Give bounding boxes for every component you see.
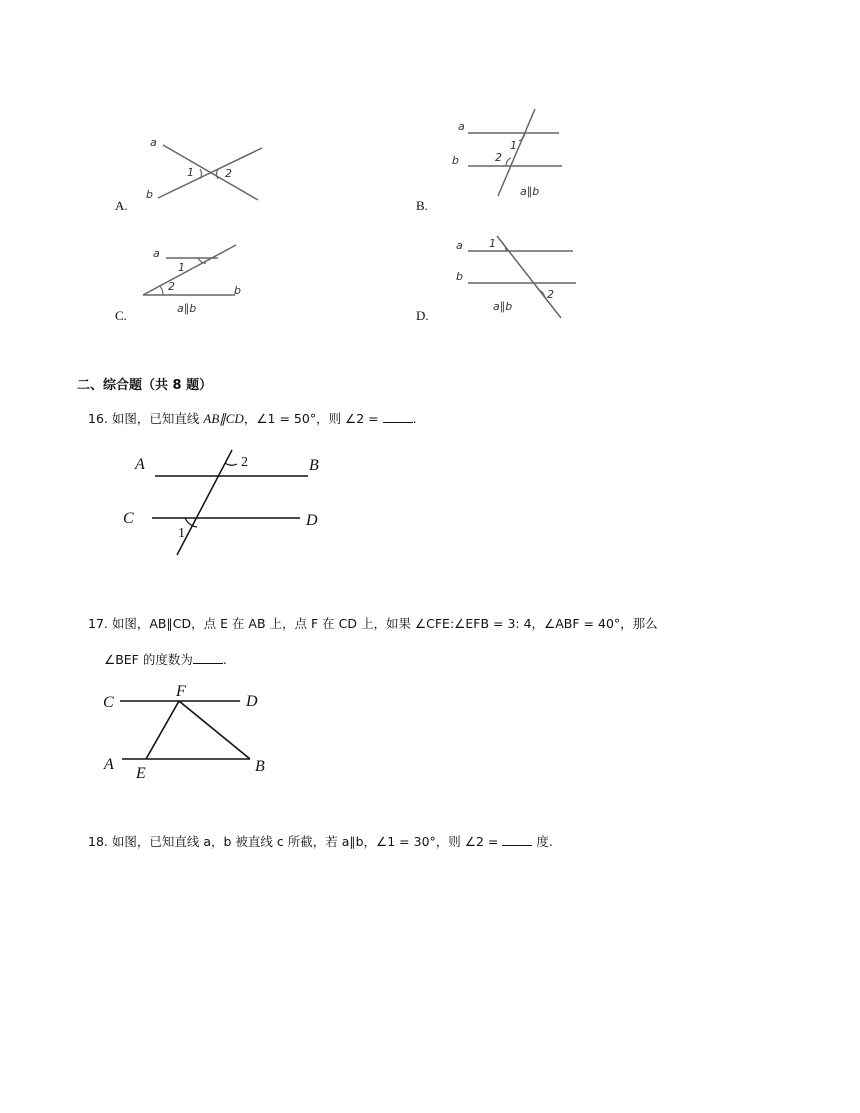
q18-text-end: 度. [536,834,553,849]
option-b-caption: a∥b [520,185,540,198]
q17-point-b: B [255,758,265,775]
q18-text-pre: 如图，已知直线 a，b 被直线 c 所截，若 a∥b，∠1 = 30°，则 ∠2 = [111,834,499,849]
option-c-caption: a∥b [177,302,197,315]
q17-number: 17. [88,616,108,631]
option-b-angle1: 1 [510,139,517,152]
option-d-caption: a∥b [493,300,513,313]
q16-text-mid: ，∠1 = 50°，则 ∠2 = [243,411,379,426]
q16-point-d: D [306,512,318,529]
question-17 [88,614,658,632]
option-d-angle1: 1 [489,237,496,250]
q17-point-c: C [103,694,114,711]
q17-line2-pre: ∠BEF 的度数为 [104,652,193,667]
q16-point-b: B [309,457,319,474]
option-b-label-a: a [458,120,465,133]
q17-point-a: A [104,756,114,773]
option-a-angle2: 2 [225,167,232,180]
q16-figure [115,445,335,563]
q18-answer-blank[interactable] [502,835,532,846]
question-17-line2 [104,650,227,668]
question-16 [88,409,417,427]
option-b-label: B. [416,198,428,213]
option-a-label-a: a [150,136,157,149]
question-18 [88,832,553,850]
q18-number: 18. [88,834,108,849]
option-d-label: D. [416,308,429,323]
q16-number: 16. [88,411,108,426]
q16-answer-blank[interactable] [383,412,413,423]
q17-point-e: E [136,765,146,782]
q16-rel: AB∥CD [203,411,244,426]
q16-angle1: 1 [178,526,185,541]
option-a-figure [140,128,270,208]
option-d-figure [448,230,578,322]
q17-point-d: D [246,693,258,710]
option-a-label-b: b [146,188,153,201]
option-c-angle2: 2 [168,280,175,293]
section-title: 二、综合题（共 8 题） [77,378,213,393]
q17-line1: 如图，AB∥CD，点 E 在 AB 上，点 F 在 CD 上，如果 ∠CFE:∠EFB = 3: 4，∠ABF = 40°，那么 [111,616,658,631]
q16-text-pre: 如图，已知直线 [111,411,200,426]
q16-point-a: A [135,456,145,473]
option-a-label: A. [115,198,128,213]
option-b-figure [448,103,578,203]
q17-figure [100,680,275,784]
option-c-figure [140,238,270,318]
q17-point-f: F [176,683,186,700]
option-d-angle2: 2 [547,288,554,301]
option-b-angle2: 2 [495,151,502,164]
q16-point-c: C [123,510,134,527]
option-c-angle1: 1 [178,261,185,274]
q17-line2-end: . [222,652,227,667]
option-d-label-b: b [456,270,463,283]
option-c-label-a: a [153,247,160,260]
q16-text-end: . [412,411,417,426]
q17-answer-blank[interactable] [193,653,223,664]
q16-angle2: 2 [241,455,248,470]
option-a-angle1: 1 [187,166,194,179]
option-b-label-b: b [452,154,459,167]
option-c-label: C. [115,308,127,323]
option-d-label-a: a [456,239,463,252]
option-c-label-b: b [234,284,241,297]
